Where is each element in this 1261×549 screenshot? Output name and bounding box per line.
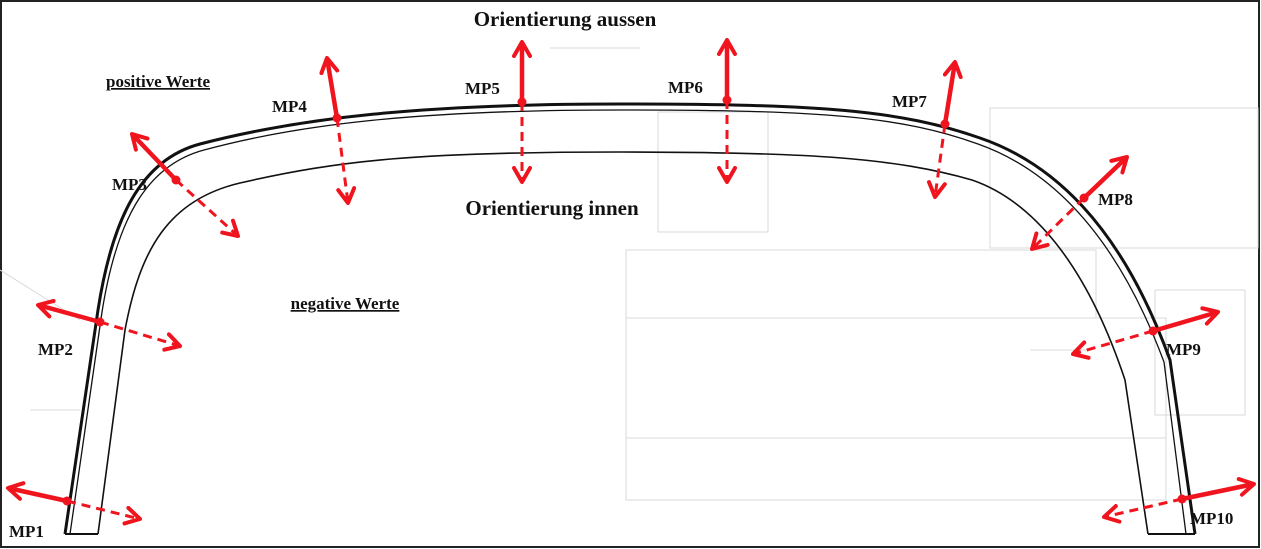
mp7-label: MP7 [892,92,927,111]
mp8-inward-arrow [1032,198,1084,249]
mp10-point [1178,495,1187,504]
mp9-inward-arrow [1073,331,1153,354]
mp9-point [1149,327,1158,336]
mp1-inward-arrow [67,501,140,519]
mp5-label: MP5 [465,79,500,98]
wheel-arch-profile [65,104,1195,534]
mp6-label: MP6 [668,78,703,97]
mp9-label: MP9 [1166,340,1201,359]
mp2-point [96,318,105,327]
legend-positive: positive Werte [105,72,211,91]
mp7-point [941,120,950,129]
mp1-label: MP1 [9,522,44,541]
mp4-outward-arrow [327,58,337,118]
mp2-label: MP2 [38,340,73,359]
mp4-label: MP4 [272,97,307,116]
mp3-label: MP3 [112,175,147,194]
mp2-outward-arrow [38,305,100,322]
mp10-outward-arrow [1182,484,1254,499]
mp4-inward-arrow [337,118,348,203]
mp1-point [63,497,72,506]
mp7-inward-arrow [935,124,945,197]
mp7-outward-arrow [945,62,955,124]
mp9-outward-arrow [1153,312,1218,331]
mp3-point [172,176,181,185]
mp5-point [518,98,527,107]
mp4-point [333,114,342,123]
legend-negative: negative Werte [290,294,400,313]
background-drawing [0,48,1258,500]
mp8-label: MP8 [1098,190,1133,209]
mp6-point [723,96,732,105]
mp2-inward-arrow [100,322,180,346]
mp8-point [1080,194,1089,203]
title-inner: Orientierung innen [465,196,639,220]
mp10-label: MP10 [1190,509,1234,528]
mp1-outward-arrow [8,488,67,501]
title-outer: Orientierung aussen [473,7,657,31]
measurement-arrows [8,40,1254,519]
